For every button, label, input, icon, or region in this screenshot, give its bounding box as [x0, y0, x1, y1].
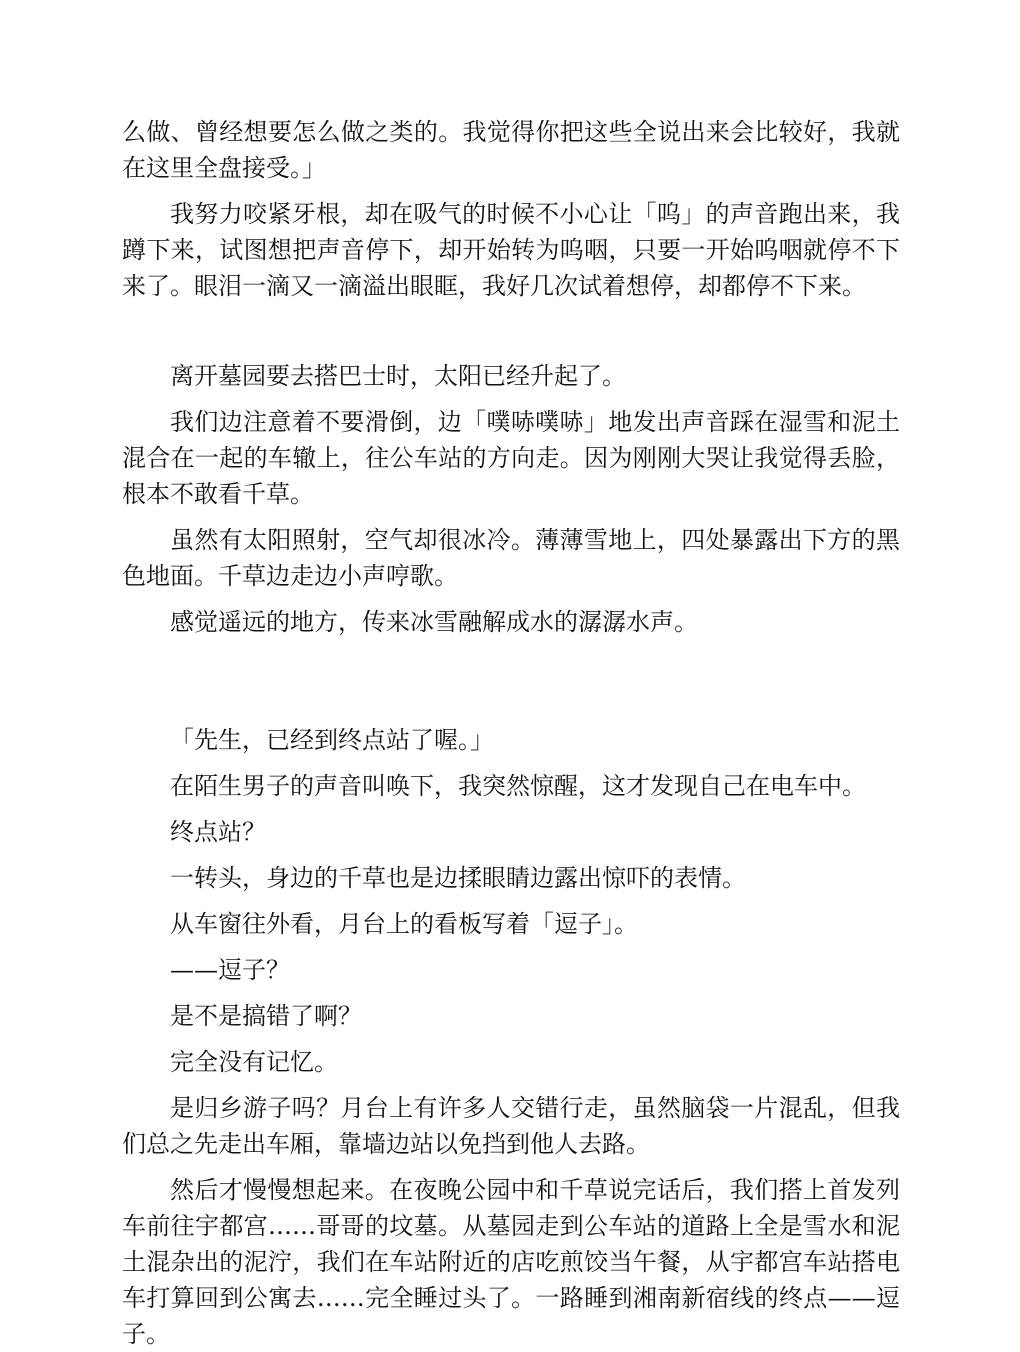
paragraph: 终点站？ — [170, 818, 266, 846]
document-page — [122, 114, 900, 1352]
paragraph: ——逗子？ — [170, 956, 290, 984]
paragraph: 在陌生男子的声音叫唤下，我突然惊醒，这才发现自己在电车中。 — [170, 772, 866, 800]
paragraph: 我努力咬紧牙根，却在吸气的时候不小心让「呜」的声音跑出来，我蹲下来，试图想把声音停下，却开始转为呜咽，只要一开始呜咽就停不下来了。眼泪一滴又一滴溢出眼眶，我好几次试着想停，却都停不下来。 — [122, 200, 900, 300]
paragraph: 完全没有记忆。 — [170, 1048, 338, 1076]
paragraph-continued: 么做、曾经想要怎么做之类的。我觉得你把这些全说出来会比较好，我就在这里全盘接受。」 — [122, 118, 900, 182]
paragraph: 然后才慢慢想起来。在夜晚公园中和千草说完话后，我们搭上首发列车前往宇都宫……哥哥的坟墓。从墓园走到公车站的道路上全是雪水和泥土混杂出的泥泞，我们在车站附近的店吃煎饺当午餐，从宇都宫车站搭电车打算回到公寓去……完全睡过头了。一路睡到湘南新宿线的终点——逗子。 — [122, 1176, 900, 1348]
paragraph: 离开墓园要去搭巴士时，太阳已经升起了。 — [170, 362, 626, 390]
paragraph: 是归乡游子吗？月台上有许多人交错行走，虽然脑袋一片混乱，但我们总之先走出车厢，靠墙边站以免挡到他人去路。 — [122, 1094, 900, 1158]
paragraph: 从车窗往外看，月台上的看板写着「逗子」。 — [170, 910, 638, 938]
paragraph: 「先生，已经到终点站了喔。」 — [170, 726, 494, 754]
paragraph: 我们边注意着不要滑倒，边「噗哧噗哧」地发出声音踩在湿雪和泥土混合在一起的车辙上，往公车站的方向走。因为刚刚大哭让我觉得丢脸，根本不敢看千草。 — [122, 408, 900, 508]
paragraph: 一转头，身边的千草也是边揉眼睛边露出惊吓的表情。 — [170, 864, 746, 892]
paragraph: 是不是搞错了啊？ — [170, 1002, 362, 1030]
paragraph: 虽然有太阳照射，空气却很冰冷。薄薄雪地上，四处暴露出下方的黑色地面。千草边走边小声哼歌。 — [122, 526, 900, 590]
paragraph: 感觉遥远的地方，传来冰雪融解成水的潺潺水声。 — [170, 608, 698, 636]
